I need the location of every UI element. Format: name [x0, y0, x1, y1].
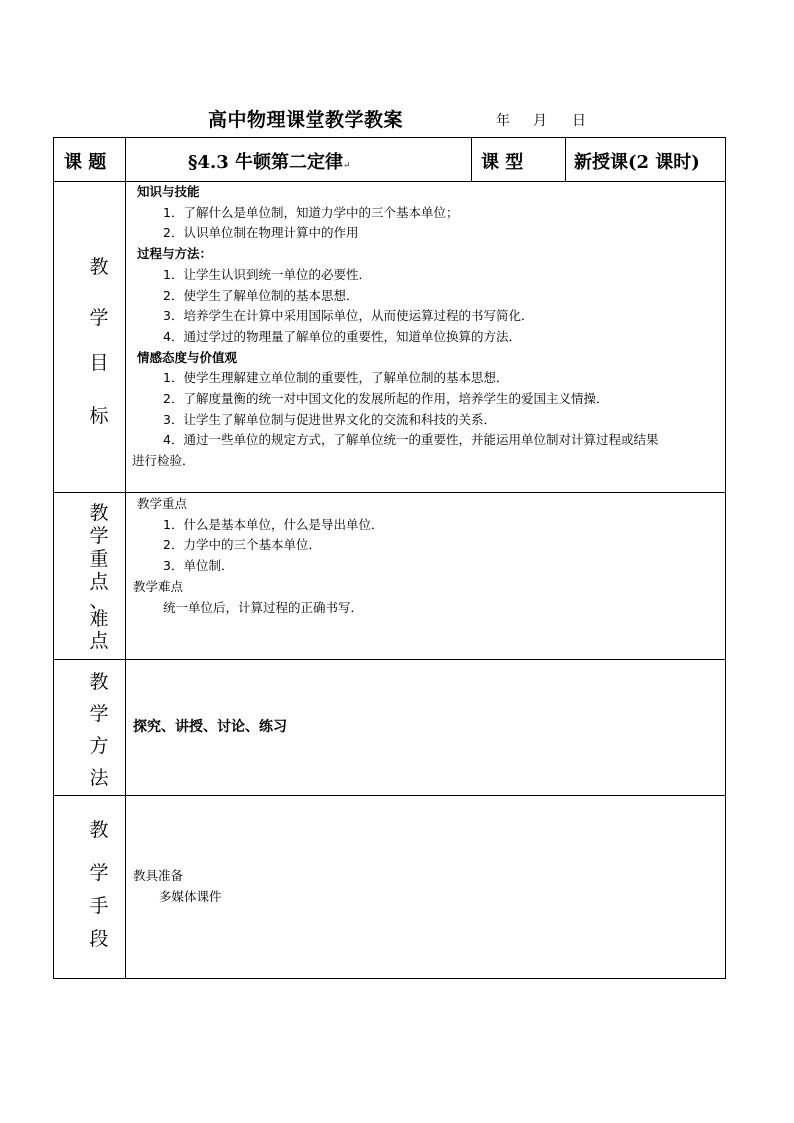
- date-day-label: 日: [572, 113, 586, 129]
- list-item: 1．了解什么是单位制，知道力学中的三个基本单位；: [163, 204, 459, 220]
- goals-section-title: 过程与方法：: [137, 246, 213, 262]
- list-item: 2．认识单位制在物理计算中的作用: [163, 225, 359, 241]
- means-label-char: 手: [89, 895, 109, 917]
- means-title: 教具准备: [133, 868, 184, 883]
- difficult-points-title: 教学难点: [133, 578, 184, 594]
- goals-label-char: 目: [89, 352, 109, 374]
- key-label-char: 教: [89, 502, 109, 524]
- key-label-char: 难: [89, 608, 109, 630]
- key-label-char: 、: [89, 590, 109, 612]
- means-label-char: 段: [89, 928, 109, 950]
- list-item: 3．让学生了解单位制与促进世界文化的交流和科技的关系．: [163, 411, 496, 427]
- goals-content: [132, 182, 659, 472]
- goals-section-title: 情感态度与价值观: [137, 349, 238, 365]
- topic-label: 课 题: [64, 152, 107, 173]
- list-item: 2．使学生了解单位制的基本思想．: [163, 287, 359, 303]
- list-item: 4．通过学过的物理量了解单位的重要性，知道单位换算的方法．: [163, 328, 521, 344]
- date-month-label: 月: [533, 113, 547, 129]
- list-item: 2．了解度量衡的统一对中国文化的发展所起的作用，培养学生的爱国主义情操．: [163, 391, 609, 407]
- key-label-char: 学: [89, 525, 109, 547]
- means-label-char: 学: [89, 862, 109, 884]
- topic-value-text: §4.3 牛顿第二定律: [188, 152, 343, 173]
- lesson-type-value: 新授课(2 课时): [574, 152, 700, 173]
- methods-text: 探究、讲授、讨论、练习: [133, 719, 287, 735]
- methods-label-char: 方: [89, 735, 109, 757]
- means-label-char: 教: [89, 819, 109, 841]
- list-item: 1．使学生理解建立单位制的重要性，了解单位制的基本思想．: [163, 370, 509, 386]
- key-label-char: 点: [89, 630, 109, 652]
- key-points-title: 教学重点: [137, 496, 188, 511]
- list-item: 4．通过一些单位的规定方式，了解单位统一的重要性，并能运用单位制对计算过程或结果: [163, 432, 659, 448]
- means-text: 多媒体课件: [159, 888, 222, 904]
- list-item: 1．什么是基本单位，什么是导出单位．: [163, 516, 384, 532]
- lesson-type-label: 课 型: [481, 152, 524, 173]
- key-label-char: 点: [89, 571, 109, 593]
- goals-section-title: 知识与技能: [137, 184, 200, 199]
- list-item: 3．单位制．: [163, 558, 234, 574]
- key-label-char: 重: [89, 548, 109, 570]
- list-item-continuation: 进行检验．: [132, 453, 195, 469]
- date-year-label: 年: [496, 113, 510, 129]
- list-item: 2．力学中的三个基本单位．: [163, 537, 321, 553]
- goals-label-char: 学: [89, 307, 109, 329]
- methods-label-char: 法: [89, 767, 109, 789]
- list-item: 3．培养学生在计算中采用国际单位，从而使运算过程的书写简化．: [163, 308, 534, 324]
- difficult-points-text: 统一单位后，计算过程的正确书写．: [163, 599, 364, 615]
- return-mark-icon: ↵: [343, 161, 351, 171]
- list-item: 1．让学生认识到统一单位的必要性．: [163, 266, 371, 282]
- goals-label-char: 标: [89, 405, 109, 427]
- means-content: [133, 866, 222, 907]
- document-header: [0, 105, 794, 133]
- methods-label-char: 学: [89, 703, 109, 725]
- key-points-content: [133, 494, 384, 618]
- goals-label-char: 教: [89, 256, 109, 278]
- methods-label-char: 教: [89, 671, 109, 693]
- topic-value: [188, 148, 351, 174]
- document-title: 高中物理课堂教学教案: [208, 109, 404, 131]
